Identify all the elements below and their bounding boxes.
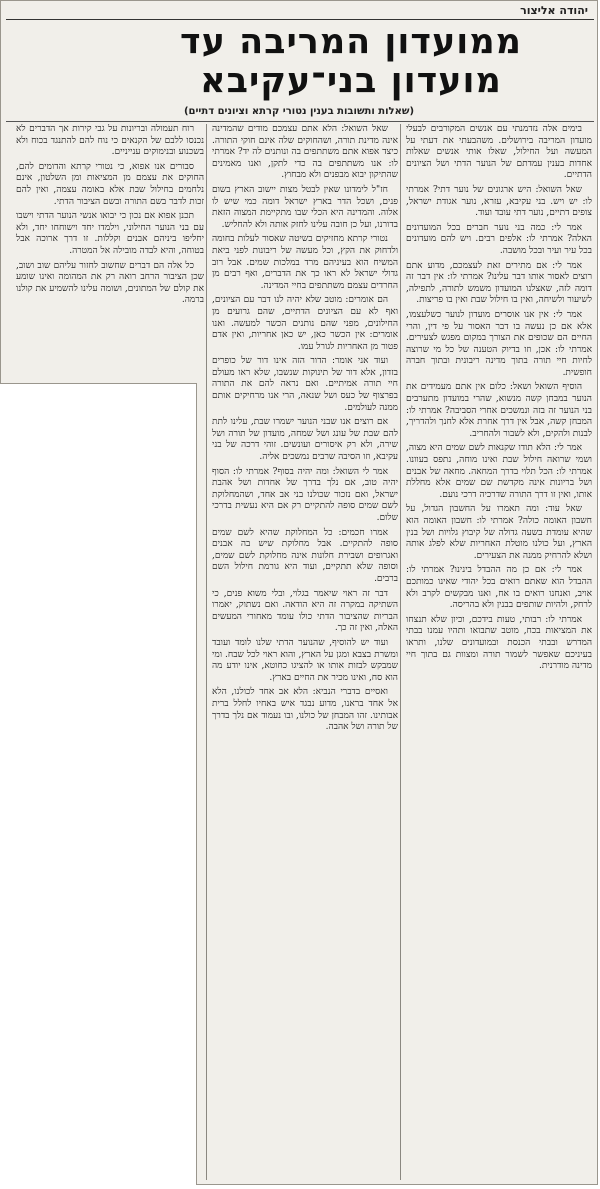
article-paragraph: אמרו חכמים: כל המחלוקת שהיא לשם שמים סופה להתקיים. אבל מחלוקת שיש בה אבנים ואגרופים ושבירת חלונות אינה מחלוקת לשם שמים, וסופה שלא תתקיים, ועוד היא גורמת חילול השם ברבים. bbox=[212, 527, 398, 584]
article-paragraph: שאל השואל: הלא אתם עצמכם מודים שהמדינה אינה מדינת תורה, ושהחוקים שלה אינם חוקי התורה. כיצד אפוא אתם משתתפים בה ונותנים לה יד? אמרתי לו: אנו משתתפים בה כדי לתקן, ואנו מאמינים שהתיקון יבוא מבפנים ולא מבחוץ. bbox=[212, 124, 398, 181]
article-paragraph: אמר לי השואל: ומה יהיה בסוף? אמרתי לו: הסוף יהיה טוב, אם נלך בדרך של אחדות ושל אהבת ישראל, ואם נזכור שכולנו בני אב אחד, ושהמחלוקת לשם שמים סופה להתקיים רק אם היא נעשית בדרכי שלום. bbox=[212, 466, 398, 523]
article-paragraph: שאל עוד: ומה תאמרו על החשבון הגדול, על חשבון האומה כולה? אמרתי לו: חשבון האומה הוא שהיא עומדת בשעה גדולה של קיבוץ גלויות ושל בנין הארץ, ועל כולנו מוטלת האחריות שלא לפלג אותה ושלא להרחיק ממנה את הצעירים. bbox=[406, 504, 592, 561]
headline bbox=[110, 22, 592, 100]
article-paragraph: בימים אלה נזדמנתי עם אנשים המקורבים לבעלי מועדון המריבה בירושלים. משהבעתי את דעתי על המעשה ועל החילול, שאלו אותי אנשים שאלות אחדות בענין עמדתם של הנוער הדתי ושל הציונים הדתיים. bbox=[406, 124, 592, 181]
article-paragraph: אמר לי: אם כן מה ההבדל בינינו? אמרתי לו: ההבדל הוא שאתם רואים בכל יהודי שאינו כמותכם אויב, ואנחנו רואים בו אח, ואנו מבקשים לקרב ולא לרחק, ולהיות שותפים בבנין ולא בהריסה. bbox=[406, 565, 592, 611]
article-paragraph: אמר לי: אם מתירים זאת לעצמכם, מדוע אתם רוצים לאסור אותו דבר עלינו? אמרתי לו: אין דבר זה דומה לזה, שאצלנו המועדון משמש לתורה, לתפילה, לשיעור ולשיחה, ואין בו חילול שבת ואין בו פריצות. bbox=[406, 260, 592, 306]
article-paragraph: סבורים אנו אפוא, כי נטורי קרתא והדומים להם, החוקים את עצמם מן המציאות ומן השלטון, אינם נלחמים בחילול שבת אלא באומה עצמה, ואין להם זכות לדבר בשם התורה ובשם הציבור הדתי. bbox=[16, 161, 204, 207]
article-paragraph: הם אומרים: מוטב שלא יהיה לנו דבר עם הציונים, ואף לא עם הציונים הדתיים, שהם גרועים מן החילונים, מפני שהם נותנים הכשר למעשה. ואנו אומרים: אין הכשר כאן, יש כאן אחריות, ואין אדם פטור מן האחריות לגורל עמו. bbox=[212, 295, 398, 352]
column-divider bbox=[206, 124, 207, 1180]
article-paragraph: דבר זה ראוי שיאמר בגלוי, ובלי משוא פנים, כי השתיקה במקרה זה היא הודאה. ואם נשתוק, יאמרו הבריות שהציבור הדתי כולו עומד מאחורי המעשים האלה, ואין זה כך. bbox=[212, 588, 398, 634]
column-divider bbox=[400, 124, 401, 1180]
article-column-3 bbox=[16, 124, 204, 380]
article-paragraph: ואסיים בדברי הנביא: הלא אב אחד לכולנו, הלא אל אחד בראנו, מדוע נבגד איש באחיו לחלל ברית אבותינו. זהו המבחן של כולנו, ובו נעמוד אם נלך בדרך של תורה ושל אהבה. bbox=[212, 687, 398, 733]
article-paragraph: הוסיף השואל ושאל: כלום אין אתם מעמידים את הנוער במבחן קשה מנשוא, שהרי במועדון מתערבים בני הנוער זה בזה ונמשכים אחרי הסביבה? אמרתי לו: המבחן קשה, אבל אין דרך אחרת אלא לחנך ולהדריך, לבנות ולהקים, ולא לשבור ולהחריב. bbox=[406, 382, 592, 439]
article-paragraph: ועוד יש להוסיף, שהנוער הדתי שלנו לומד ועובד ומשרת בצבא ומגן על הארץ, והוא ראוי לכל שבח. ומי שמבקש לבזות אותו או להציגו כחוטא, אינו יודע מה הוא סח, ואינו מכיר את החיים בארץ. bbox=[212, 637, 398, 683]
article-paragraph: נטורי קרתא מחזיקים בשיטה שאסור לעלות בחומה ולדחוק את הקץ, וכל מעשה של ריבונות לפני ביאת המשיח הוא בעיניהם מרד במלכות שמים. אבל רוב גדולי ישראל לא ראו כך את הדברים, ואף רבים מן החרדים עצמם משתתפים בחיי המדינה. bbox=[212, 234, 398, 291]
top-rule bbox=[6, 19, 594, 20]
article-paragraph: אמר לי: כמה בני נוער חברים בכל המועדונים האלה? אמרתי לו: אלפים רבים. ויש להם מועדונים בכל עיר ועיר ובכל מושבה. bbox=[406, 222, 592, 256]
article-paragraph: אמר לי: הלא תודו שקנאות לשם שמים היא מצוה, ושמי שרואה חילול שבת ואינו מוחה, נתפס בעוונו. אמרתי לו: הכל תלוי בדרך המחאה. מחאה של אבנים ושל בריונות אינה מקדשת שם שמים אלא מחללת אותו, ואין זו דרך התורה שדרכיה דרכי נועם. bbox=[406, 443, 592, 500]
article-paragraph: אמרתי לו: רבותי, טעות בידכם, וכיון שלא תנצחו את המציאות בכח, מוטב שתבואו ותהיו עמנו בבתי המדרש ובבתי הכנסת ובמועדונים שלנו, ותראו בעיניכם שאפשר לשמור תורה ומצוות גם בתוך חיי מדינה מודרנית. bbox=[406, 614, 592, 672]
subtitle: (שאלות ותשובות בענין נטורי קרתא וציונים דתיים) bbox=[183, 106, 415, 117]
article-paragraph: שאל השואל: היש ארגונים של נוער דתי? אמרתי לו: יש ויש. בני עקיבא, עזרא, נוער אגודת ישראל, צופים דתיים, נוער דתי עובד ועוד. bbox=[406, 184, 592, 219]
subtitle-rule bbox=[6, 121, 594, 122]
author-byline: יהודה אליצור bbox=[520, 4, 588, 17]
headline-line-2: מועדון בני־עקיבא bbox=[200, 61, 502, 101]
article-paragraph: אם רוצים אנו שבני הנוער ישמרו שבת, עלינו לתת להם שבת של עונג ושל שמחה, מועדון של תורה ושל שירה, ולא רק איסורים ועונשים. זוהי דרכה של בני עקיבא, וזו הסיבה שרבים נמשכים אליה. bbox=[212, 417, 398, 463]
article-paragraph: כל אלה הם דברים שחשוב לחזור עליהם שוב ושוב, שכן הציבור הרחב רואה רק את המהומה ואינו שומע את קולם של המתונים, ושומה עלינו להשמיע את קולנו ברמה. bbox=[16, 260, 204, 306]
article-paragraph: חז"ל לימדונו שאין לבטל מצות יישוב הארץ בשום פנים, ושכל הדר בארץ ישראל דומה כמי שיש לו אלוה. והמדינה היא הכלי שבו מתקיימת המצוה הזאת בדורנו, ועל כן חובה עלינו לחזק אותה ולא להחליש. bbox=[212, 184, 398, 230]
article-paragraph: אמר לי: אין אנו אוסרים מועדון לנוער כשלעצמו, אלא אם כן נעשה בו דבר האסור על פי דין, והרי החיים הם שכופים את הצורך במקום מפגש לצעירים. אמרתי לו: אכן, וזו בדיוק הטענה של כל מי שרוצה לחיות חיי תורה בתוך מדינה ריבונית ובתוך חברה חופשית. bbox=[406, 309, 592, 378]
article-paragraph: רוח תעמולה ובריונות על גבי קירות אך הדברים לא נכנסו ללבם של הקנאים כי נוח להם להתנגד בכוח ולא בשכנוע ובנימוקים ענייניים. bbox=[16, 124, 204, 158]
headline-line-1: ממועדון המריבה עד bbox=[180, 22, 522, 62]
article-column-2 bbox=[212, 124, 398, 1180]
article-paragraph: תכנן אפוא אם נכון כי יבואו אנשי הנוער הדתי וישבו עם בני הנוער החילוני, וילמדו יחד וישוחחו יחד, ולא יחליפו ביניהם אבנים וקללות. זו דרך ארוכה אבל בטוחה, והיא לבדה מובילה אל המטרה. bbox=[16, 211, 204, 256]
article-column-1 bbox=[406, 124, 592, 1180]
article-paragraph: ועוד אני אומר: הדור הזה אינו דור של כופרים בזדון, אלא דור של תינוקות שנשבו, שלא ראו מעולם חיי תורה אמיתיים. ואם נראה להם את התורה בפרצוף של כעס ושל שנאה, הרי אנו מרחיקים אותם ממנה לעולמים. bbox=[212, 356, 398, 413]
